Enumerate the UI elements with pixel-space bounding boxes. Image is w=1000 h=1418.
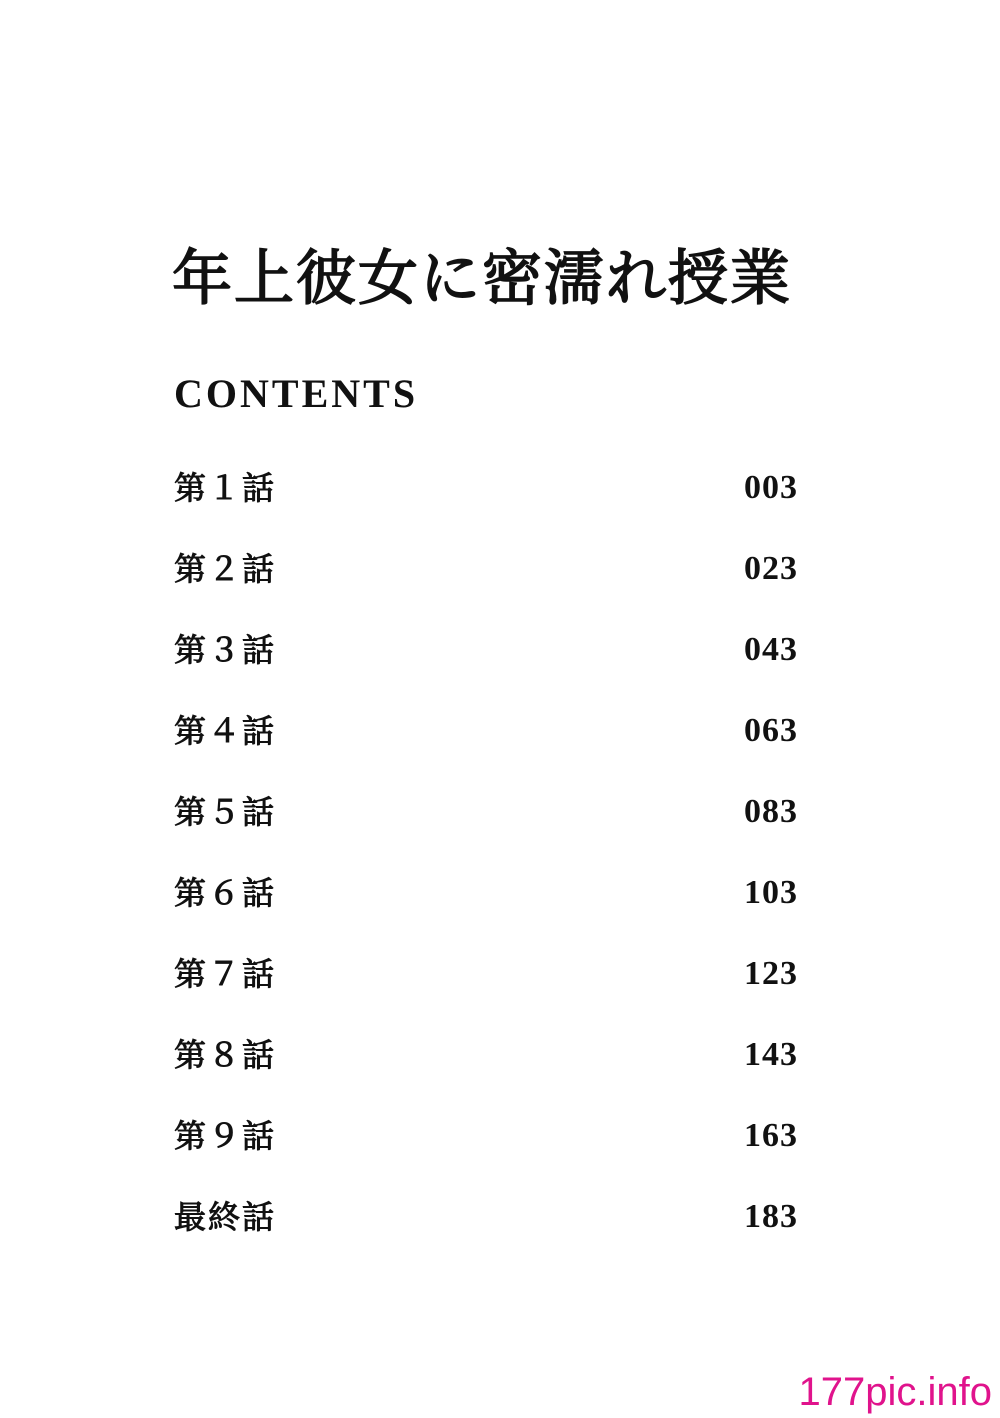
toc-entry-7 <box>174 952 798 1033</box>
table-of-contents <box>174 466 798 1276</box>
page-number: 143 <box>744 1036 798 1073</box>
chapter-label: 第５話 <box>174 793 277 831</box>
page-number: 103 <box>744 874 798 911</box>
toc-entry-9 <box>174 1114 798 1195</box>
site-watermark: 177pic.info <box>798 1370 992 1414</box>
page-number: 023 <box>744 550 798 587</box>
toc-entry-final <box>174 1195 798 1276</box>
chapter-label: 最終話 <box>174 1198 277 1236</box>
toc-entry-3 <box>174 628 798 709</box>
chapter-label: 第１話 <box>174 469 277 507</box>
chapter-label: 第２話 <box>174 550 277 588</box>
chapter-label: 第７話 <box>174 955 277 993</box>
toc-entry-4 <box>174 709 798 790</box>
chapter-label: 第３話 <box>174 631 277 669</box>
page-number: 043 <box>744 631 798 668</box>
chapter-label: 第８話 <box>174 1036 277 1074</box>
page-number: 083 <box>744 793 798 830</box>
page-number: 163 <box>744 1117 798 1154</box>
contents-heading: CONTENTS <box>174 371 419 416</box>
page-number: 003 <box>744 469 798 506</box>
chapter-label: 第４話 <box>174 712 277 750</box>
chapter-label: 第９話 <box>174 1117 277 1155</box>
toc-entry-2 <box>174 547 798 628</box>
toc-entry-6 <box>174 871 798 952</box>
chapter-label: 第６話 <box>174 874 277 912</box>
toc-entry-5 <box>174 790 798 871</box>
toc-entry-8 <box>174 1033 798 1114</box>
page-number: 063 <box>744 712 798 749</box>
page-number: 123 <box>744 955 798 992</box>
page-number: 183 <box>744 1198 798 1235</box>
toc-entry-1 <box>174 466 798 547</box>
book-title: 年上彼女に密濡れ授業 <box>172 244 792 314</box>
